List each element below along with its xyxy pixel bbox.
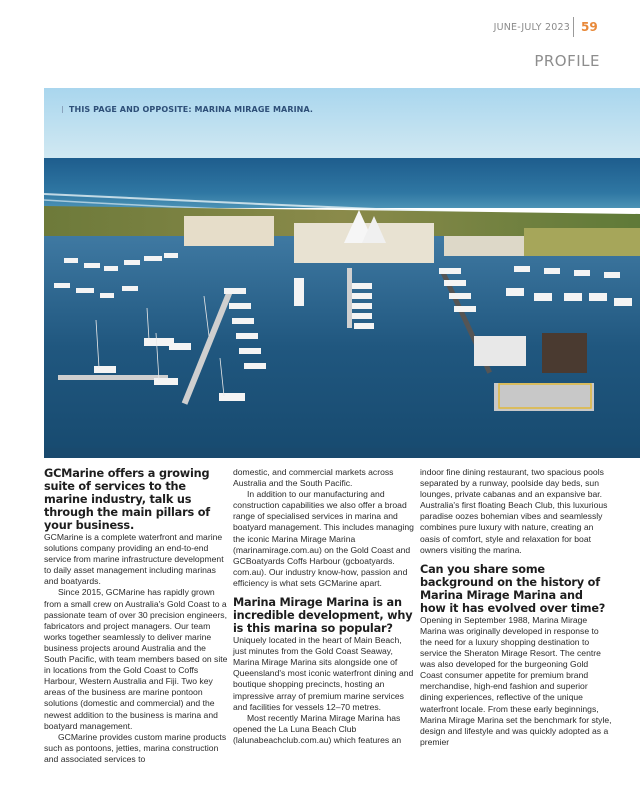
marina-aerial-photo (44, 88, 640, 458)
body-paragraph: Opening in September 1988, Marina Mirage Marina was originally developed in response to the need for a luxury shopping destination to service the Sheraton Mirage Resort. The centre was also developed for the burgeoning Gold Coast consumer appetite for premium brand merchandise, high-end fashion and superior dining experiences, reflective of the unique waterfront locale. From these early beginnings, Marina Mirage Marina set the benchmark for style, design and lifestyle and was quickly adopted as a premier (420, 614, 612, 747)
caption-marker (62, 106, 63, 113)
section-label: PROFILE (534, 52, 600, 70)
article-column-3 (420, 467, 612, 748)
article-column-2 (233, 467, 417, 746)
body-paragraph: GCMarine is a complete waterfront and marine solutions company providing an end-to-end service from marine infrastructure development to daily asset management including marinas and boatyards. (44, 532, 224, 587)
body-paragraph: Most recently Marina Mirage Marina has opened the La Luna Beach Club (lalunabeachclub.com.au) which features an (233, 712, 402, 745)
header-divider (573, 17, 574, 37)
question-heading-1: GCMarine offers a growing suite of services to the marine industry, talk us through the main pillars of your business. (44, 467, 210, 532)
body-paragraph: GCMarine provides custom marine products such as pontoons, jetties, marina construction and associated services to (44, 731, 227, 764)
body-paragraph: Since 2015, GCMarine has rapidly grown from a small crew on Australia's Gold Coast to a passionate team of over 30 precision engineers, fabricators and project managers. Our team works together seamlessly to deliver marine business projects around Australia and the South Pacific, with team members based on site in locations from the Gold Coast to Coffs Harbour, Western Australia and Fiji. Two key areas of the business are marine pontoon solutions (domestic and commercial) and the newest addition to the business is marina and boatyard management. (44, 587, 228, 731)
caption-text: THIS PAGE AND OPPOSITE: MARINA MIRAGE MARINA. (69, 105, 314, 114)
article-column-1 (44, 467, 230, 765)
question-heading-2: Marina Mirage Marina is an incredible development, why is this marina so popular? (233, 596, 413, 636)
body-paragraph: indoor fine dining restaurant, two spacious pools separated by a runway, poolside day beds, sun lounges, private cabanas and an expansive bar. Australia's first floating Beach Club, this luxurious paradise oozes bohemian vibes and seamlessly combines pure luxury with nature, creating an oasis of comfort, style and relaxation for boat owners visiting the marina. (420, 467, 608, 555)
body-paragraph: Uniquely located in the heart of Main Beach, just minutes from the Gold Coast Seaway, Marina Mirage Marina sits alongside one of Queensland's most iconic waterfront dining and boutique shopping precincts, hosting an impressive array of premium marine services and facilities for vessels 12–70 metres. (233, 635, 414, 712)
question-heading-3: Can you share some background on the history of Marina Mirage Marina and how it has evolved over time? (420, 562, 606, 615)
issue-date: JUNE-JULY 2023 (493, 22, 570, 33)
body-paragraph: domestic, and commercial markets across Australia and the South Pacific. (233, 467, 394, 489)
photo-caption (62, 105, 313, 114)
page-number: 59 (581, 20, 598, 34)
body-paragraph: In addition to our manufacturing and construction capabilities we also offer a broad range of specialised services in marina and boatyard management. This includes managing the iconic Marina Mirage Marina (marinamirage.com.au) on the Gold Coast and GCBoatyards Coffs Harbour (gcboatyards. com.au). Our industry know-how, passion and efficiency is what sets GCMarine apart. (233, 489, 414, 588)
